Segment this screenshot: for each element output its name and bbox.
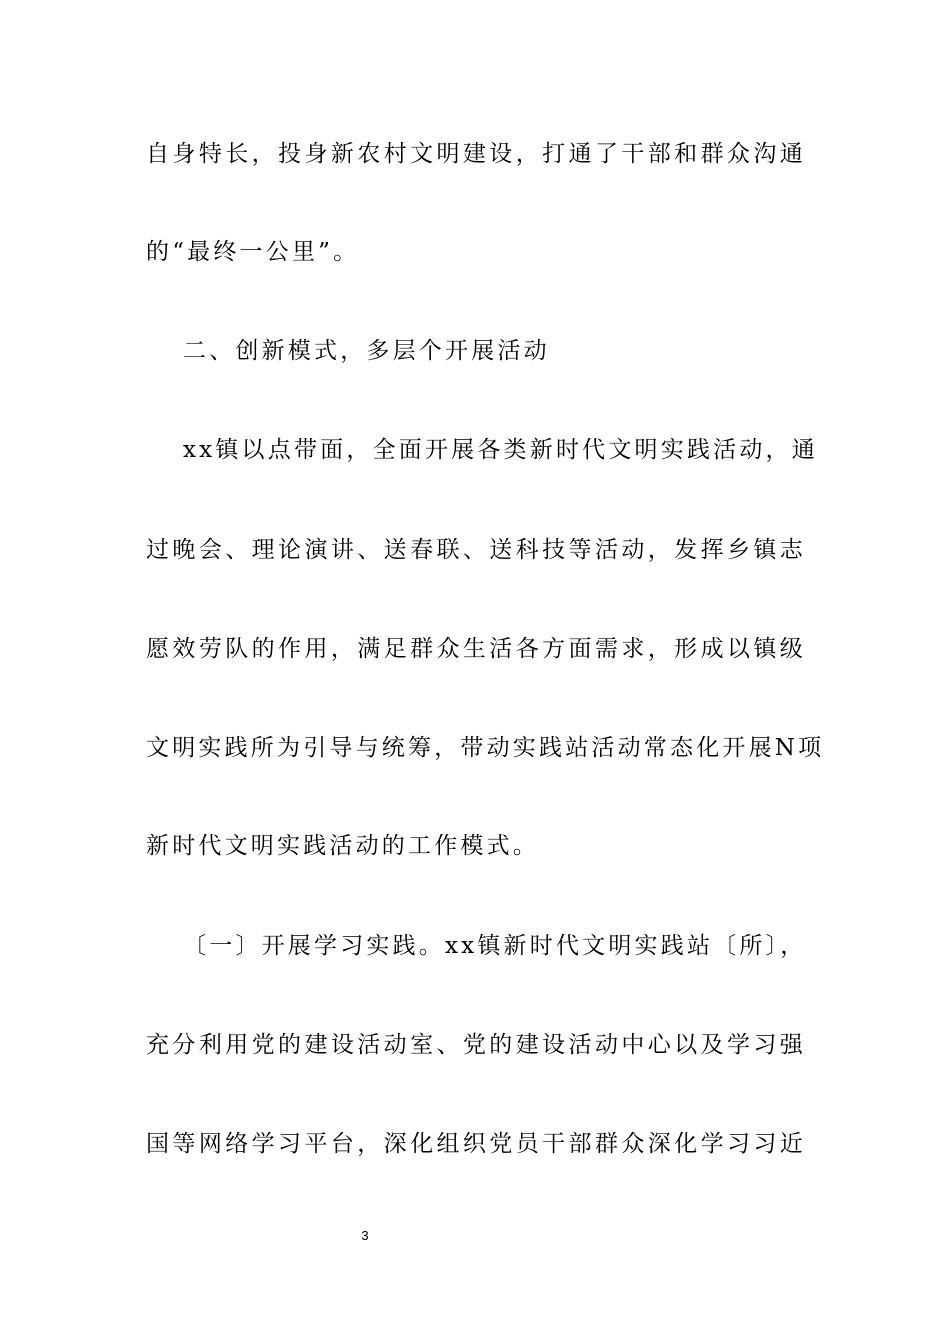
subsection-line: 〔一〕开展学习实践。xx镇新时代文明实践站〔所〕， (183, 933, 807, 959)
text-line: 新时代文明实践活动的工作模式。 (146, 833, 539, 859)
text-line: 自身特长，投身新农村文明建设，打通了干部和群众沟通 (146, 141, 806, 167)
section-heading: 二、创新模式，多层个开展活动 (183, 338, 550, 364)
text-line: 充分利用党的建设活动室、党的建设活动中心以及学习强 (146, 1032, 806, 1058)
text-line: 的“最终一公里”。 (146, 239, 360, 265)
text-line: 国等网络学习平台，深化组织党员干部群众深化学习习近 (146, 1131, 806, 1157)
text-line: 文明实践所为引导与统筹，带动实践站活动常态化开展N项 (146, 735, 825, 761)
text-line: 过晚会、理论演讲、送春联、送科技等活动，发挥乡镇志 (146, 537, 806, 563)
page-number: 3 (361, 1228, 369, 1243)
text-line: xx镇以点带面，全面开展各类新时代文明实践活动，通 (183, 437, 818, 463)
text-line: 愿效劳队的作用，满足群众生活各方面需求，形成以镇级 (146, 636, 806, 662)
